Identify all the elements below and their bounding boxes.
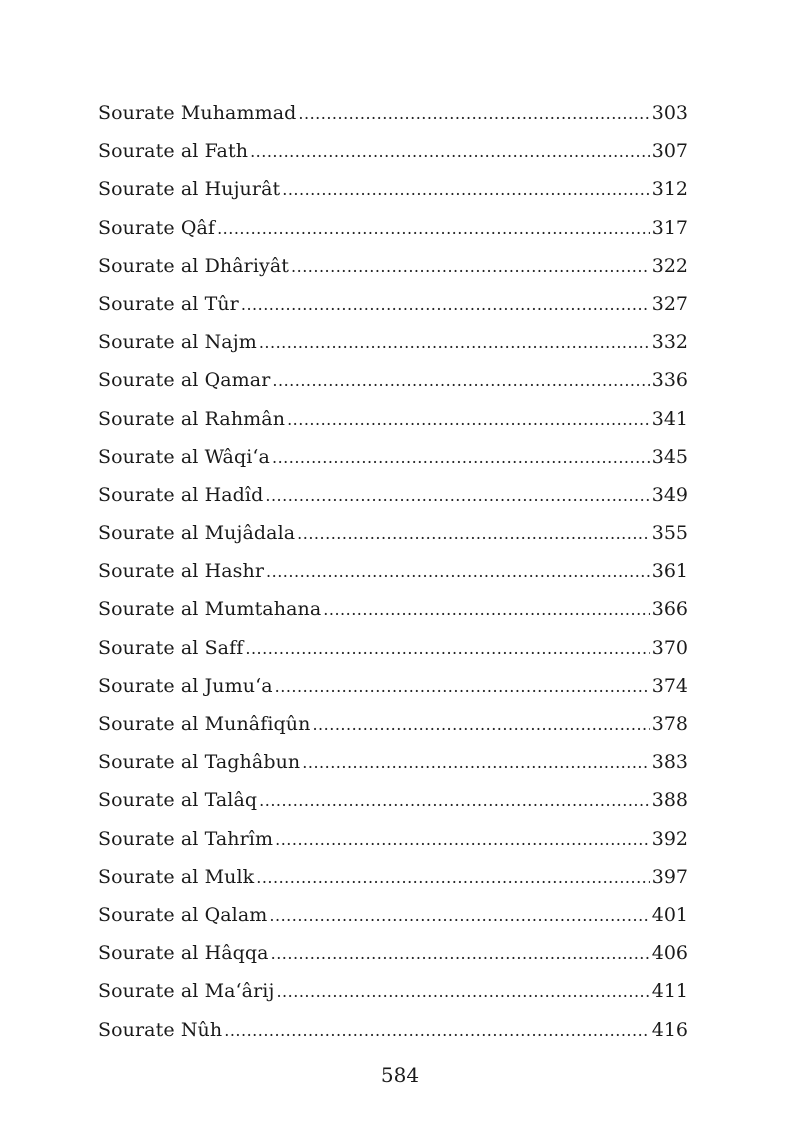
toc-entry-title: Sourate al Talâq bbox=[98, 789, 258, 812]
toc-entry-title: Sourate al Mulk bbox=[98, 865, 255, 888]
toc-entry bbox=[98, 552, 688, 590]
toc-entry bbox=[98, 858, 688, 896]
toc-dot-leader bbox=[275, 821, 650, 859]
toc-entry bbox=[98, 896, 688, 934]
toc-entry-title: Sourate al Fath bbox=[98, 140, 249, 163]
toc-entry-title: Sourate al Hujurât bbox=[98, 178, 281, 201]
toc-dot-leader bbox=[250, 133, 650, 171]
toc-entry-title: Sourate al Saff bbox=[98, 636, 244, 659]
toc-entry-page: 345 bbox=[651, 445, 688, 468]
toc-entry-page: 327 bbox=[651, 292, 688, 315]
toc-dot-leader bbox=[276, 973, 649, 1011]
toc-entry-page: 383 bbox=[651, 751, 688, 774]
toc-entry bbox=[98, 438, 688, 476]
toc-dot-leader bbox=[241, 286, 650, 324]
toc-entry bbox=[98, 323, 688, 361]
toc-entry bbox=[98, 476, 688, 514]
toc-dot-leader bbox=[291, 248, 650, 286]
toc-dot-leader bbox=[269, 897, 649, 935]
toc-entry bbox=[98, 781, 688, 819]
toc-entry-page: 411 bbox=[651, 980, 688, 1003]
toc-dot-leader bbox=[217, 210, 650, 248]
toc-entry bbox=[98, 132, 688, 170]
toc-entry-page: 388 bbox=[651, 789, 688, 812]
toc-entry-title: Sourate al Munâfiqûn bbox=[98, 713, 311, 735]
toc-entry-title: Sourate al Qamar bbox=[98, 369, 271, 392]
toc-entry bbox=[98, 590, 688, 628]
toc-entry-page: 416 bbox=[651, 1018, 688, 1041]
table-of-contents bbox=[98, 94, 688, 1049]
toc-entry bbox=[98, 667, 688, 705]
toc-entry-title: Sourate al Wâqi‘a bbox=[98, 445, 270, 468]
toc-entry bbox=[98, 705, 688, 743]
toc-dot-leader bbox=[287, 401, 650, 439]
toc-dot-leader bbox=[323, 591, 649, 629]
toc-entry bbox=[98, 209, 688, 247]
toc-dot-leader bbox=[297, 515, 650, 553]
toc-entry-page: 361 bbox=[651, 560, 688, 583]
toc-entry-title: Sourate al Rahmân bbox=[98, 407, 286, 430]
toc-dot-leader bbox=[272, 362, 649, 400]
toc-entry-page: 397 bbox=[651, 865, 688, 888]
toc-entry-page: 374 bbox=[651, 674, 688, 697]
toc-entry-title: Sourate Muhammad bbox=[98, 102, 297, 124]
toc-entry-title: Sourate al Taghâbun bbox=[98, 751, 301, 774]
toc-dot-leader bbox=[275, 668, 650, 706]
toc-entry-title: Sourate al Hâqqa bbox=[98, 942, 269, 965]
toc-entry-page: 401 bbox=[651, 903, 688, 926]
toc-dot-leader bbox=[266, 553, 650, 591]
toc-dot-leader bbox=[256, 859, 649, 897]
toc-entry bbox=[98, 743, 688, 781]
toc-dot-leader bbox=[312, 706, 649, 744]
toc-entry-page: 406 bbox=[651, 942, 688, 965]
toc-dot-leader bbox=[259, 324, 650, 362]
toc-entry-title: Sourate al Jumu‘a bbox=[98, 674, 273, 697]
toc-entry-page: 322 bbox=[651, 254, 688, 277]
toc-entry-title: Sourate al Mujâdala bbox=[98, 522, 296, 545]
toc-entry bbox=[98, 972, 688, 1010]
toc-entry bbox=[98, 247, 688, 285]
toc-entry-title: Sourate al Hashr bbox=[98, 560, 265, 583]
toc-entry bbox=[98, 934, 688, 972]
toc-entry-page: 317 bbox=[651, 216, 688, 239]
toc-dot-leader bbox=[282, 171, 649, 209]
toc-entry-page: 355 bbox=[651, 522, 688, 545]
toc-dot-leader bbox=[259, 782, 650, 820]
toc-entry-title: Sourate al Ma‘ârij bbox=[98, 980, 275, 1003]
toc-entry-page: 392 bbox=[651, 827, 688, 850]
toc-entry-title: Sourate Nûh bbox=[98, 1018, 223, 1041]
toc-entry-page: 378 bbox=[651, 713, 688, 735]
toc-entry-title: Sourate al Mumtahana bbox=[98, 598, 322, 621]
toc-dot-leader bbox=[265, 477, 649, 515]
toc-entry bbox=[98, 94, 688, 132]
toc-entry bbox=[98, 285, 688, 323]
toc-dot-leader bbox=[271, 935, 650, 973]
toc-entry-title: Sourate al Tûr bbox=[98, 292, 239, 315]
toc-dot-leader bbox=[298, 95, 649, 133]
page-number: 584 bbox=[380, 1063, 420, 1087]
toc-entry bbox=[98, 1011, 688, 1049]
toc-entry-page: 336 bbox=[651, 369, 688, 392]
toc-entry-page: 332 bbox=[651, 331, 688, 354]
toc-entry-page: 341 bbox=[651, 407, 688, 430]
toc-entry-page: 312 bbox=[651, 178, 688, 201]
toc-entry bbox=[98, 629, 688, 667]
toc-entry bbox=[98, 400, 688, 438]
toc-dot-leader bbox=[245, 630, 649, 668]
toc-entry-title: Sourate al Tahrîm bbox=[98, 827, 274, 850]
toc-entry-page: 303 bbox=[651, 102, 688, 124]
toc-entry-page: 366 bbox=[651, 598, 688, 621]
toc-dot-leader bbox=[224, 1012, 650, 1050]
toc-entry-page: 349 bbox=[651, 483, 688, 506]
toc-dot-leader bbox=[302, 744, 649, 782]
toc-dot-leader bbox=[272, 439, 650, 477]
toc-entry-page: 370 bbox=[651, 636, 688, 659]
toc-entry bbox=[98, 820, 688, 858]
toc-entry-title: Sourate al Najm bbox=[98, 331, 257, 354]
toc-entry-title: Sourate al Qalam bbox=[98, 903, 268, 926]
toc-entry-title: Sourate al Dhâriyât bbox=[98, 254, 290, 277]
toc-entry-page: 307 bbox=[651, 140, 688, 163]
toc-entry-title: Sourate al Hadîd bbox=[98, 483, 264, 506]
toc-entry bbox=[98, 514, 688, 552]
toc-entry bbox=[98, 170, 688, 208]
toc-entry-title: Sourate Qâf bbox=[98, 216, 216, 239]
toc-entry bbox=[98, 361, 688, 399]
